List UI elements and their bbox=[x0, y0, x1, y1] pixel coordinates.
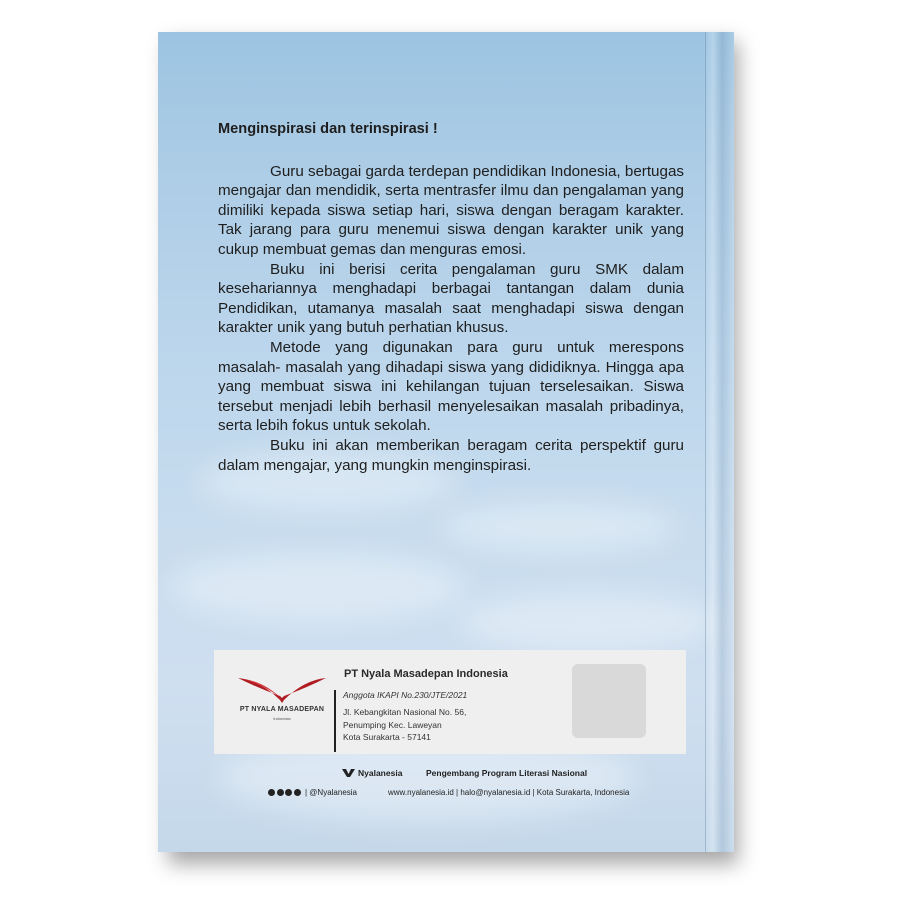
cloud bbox=[168, 552, 468, 622]
address-line: Jl. Kebangkitan Nasional No. 56, bbox=[343, 707, 467, 717]
publisher-address bbox=[343, 706, 466, 744]
publisher-ikapi: Anggota IKAPI No.230/JTE/2021 bbox=[343, 690, 468, 700]
cloud bbox=[438, 502, 678, 552]
brand-name: Nyalanesia bbox=[358, 768, 403, 778]
social-row bbox=[268, 788, 357, 797]
blurb-paragraph: Metode yang digunakan para guru untuk merespons masalah- masalah yang dihadapi siswa yang dididiknya. Hingga apa yang membuat siswa ini kehilangan tujuan terselesaikan. Siswa tersebut menjadi lebih berhasil menyelesaikan masalah pribadinya, serta lebih fokus untuk sekolah. bbox=[218, 338, 684, 435]
tiktok-icon[interactable] bbox=[294, 789, 301, 796]
youtube-icon[interactable] bbox=[268, 789, 275, 796]
nyalanesia-mark-icon bbox=[342, 768, 355, 778]
blurb-paragraph: Guru sebagai garda terdepan pendidikan Indonesia, bertugas mengajar dan mendidik, serta mentrasfer ilmu dan pengalaman yang dimiliki kepada siswa setiap hari, siswa dengan beragam karakter. Tak jarang para guru menemui siswa dengan karakter unik yang cukup membuat gemas dan menguras emosi. bbox=[218, 162, 684, 258]
spine-crease bbox=[705, 32, 706, 852]
book-back-cover bbox=[158, 32, 734, 852]
instagram-icon[interactable] bbox=[285, 789, 292, 796]
blurb-section bbox=[218, 120, 684, 475]
brand-tagline: Pengembang Program Literasi Nasional bbox=[426, 768, 588, 778]
address-line: Penumping Kec. Laweyan bbox=[343, 719, 442, 730]
brand-row bbox=[342, 766, 402, 780]
logo-subtitle: Indonesia bbox=[273, 716, 291, 721]
cloud bbox=[458, 592, 718, 652]
social-handle: | @Nyalanesia bbox=[305, 788, 357, 797]
flame-wings-logo-icon bbox=[234, 670, 330, 704]
address-line: Kota Surakarta - 57141 bbox=[343, 732, 431, 742]
publisher-box bbox=[214, 650, 686, 754]
blurb-paragraph: Buku ini akan memberikan beragam cerita perspektif guru dalam mengajar, yang mungkin menginspirasi. bbox=[218, 436, 684, 474]
logo-name: PT NYALA MASADEPAN bbox=[239, 706, 325, 713]
blurb-title: Menginspirasi dan terinspirasi ! bbox=[218, 121, 438, 137]
publisher-name: PT Nyala Masadepan Indonesia bbox=[344, 668, 508, 680]
barcode-placeholder bbox=[572, 664, 646, 738]
book-spine bbox=[704, 32, 734, 852]
facebook-icon[interactable] bbox=[277, 789, 284, 796]
publisher-logo bbox=[234, 670, 330, 734]
blurb-paragraph: Buku ini berisi cerita pengalaman guru SMK dalam kesehariannya menghadapi berbagai tantangan dalam dunia Pendidikan, utamanya masalah saat menghadapi siswa dengan karakter unik yang butuh perhatian khusus. bbox=[218, 260, 684, 337]
publisher-divider bbox=[334, 690, 336, 752]
contact-info: www.nyalanesia.id | halo@nyalanesia.id | Kota Surakarta, Indonesia bbox=[388, 788, 630, 797]
